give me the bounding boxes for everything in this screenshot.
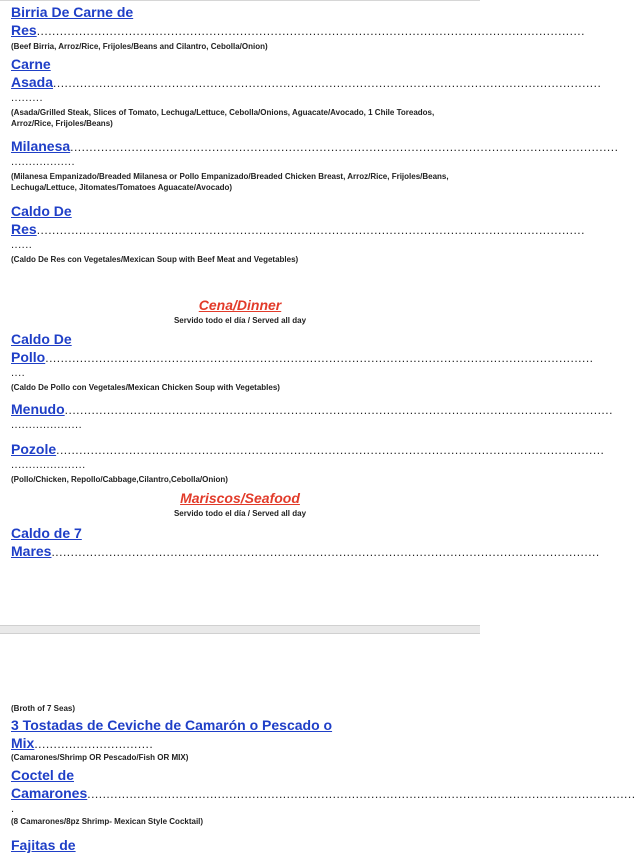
item-description: (Asada/Grilled Steak, Slices of Tomato, Lechuga/Lettuce, Cebolla/Onions, Aguacate/Avocado, 1 Chile Toreados, Arroz/Rice, Frijoles/Beans) bbox=[11, 108, 435, 128]
section-heading: Cena/Dinner bbox=[198, 297, 282, 313]
item-title: 3 Tostadas de Ceviche de Camarón o Pescado o bbox=[11, 717, 333, 733]
dot-leader: .... bbox=[11, 367, 26, 379]
menu-page-2 bbox=[0, 634, 636, 854]
item-title: Caldo de 7 bbox=[11, 525, 82, 541]
item-description: (Caldo De Pollo con Vegetales/Mexican Chicken Soup with Vegetables) bbox=[11, 383, 280, 392]
item-title-dotline: Camarones............................................................................................................................................... bbox=[11, 785, 636, 801]
menu-item-milanesa bbox=[11, 137, 619, 193]
item-description: (Pollo/Chicken, Repollo/Cabbage,Cilantro,Cebolla/Onion) bbox=[11, 475, 228, 484]
item-title-dotline: Pollo............................................................................................................................................... bbox=[11, 349, 594, 365]
item-description: (Milanesa Empanizado/Breaded Milanesa or Pollo Empanizado/Breaded Chicken Breast, Arroz/Rice, Frijoles/Beans, Lechuga/Lettuce, Jitomates/Tomatoes Aguacate/Avocado) bbox=[11, 172, 449, 192]
menu-item-caldo-pollo bbox=[11, 330, 594, 393]
section-seafood bbox=[0, 490, 480, 519]
menu-item-carne-asada bbox=[11, 55, 602, 129]
item-title-dotline: Mix............................... bbox=[11, 735, 154, 751]
item-title: Carne bbox=[11, 56, 51, 72]
menu-item-birria bbox=[11, 3, 585, 52]
item-description: (Beef Birria, Arroz/Rice, Frijoles/Beans and Cilantro, Cebolla/Onion) bbox=[11, 42, 268, 51]
item-title-dotline: Res............................................................................................................................................... bbox=[11, 221, 585, 237]
item-title-dotline: Menudo............................................................................................................................................... bbox=[11, 401, 613, 417]
item-title: Birria De Carne de bbox=[11, 4, 134, 20]
item-description: (Caldo De Res con Vegetales/Mexican Soup with Beef Meat and Vegetables) bbox=[11, 255, 299, 264]
item-title: Caldo De bbox=[11, 203, 72, 219]
section-heading: Mariscos/Seafood bbox=[180, 490, 300, 506]
menu-item-caldo-res bbox=[11, 202, 585, 265]
menu-item-pozole bbox=[11, 440, 605, 485]
broth-description bbox=[11, 701, 477, 714]
item-description: (Camarones/Shrimp OR Pescado/Fish OR MIX) bbox=[11, 753, 189, 762]
item-title: Coctel de bbox=[11, 767, 75, 783]
dot-leader: .................... bbox=[11, 419, 83, 431]
dot-leader: ..................... bbox=[11, 459, 86, 471]
item-title: Fajitas de bbox=[11, 837, 76, 853]
item-title: Caldo De bbox=[11, 331, 72, 347]
page-top-border bbox=[0, 0, 480, 1]
section-dinner bbox=[0, 297, 480, 326]
item-title-dotline: Res............................................................................................................................................... bbox=[11, 22, 585, 38]
section-subheading: Servido todo el día / Served all day bbox=[173, 509, 307, 518]
menu-item-coctel bbox=[11, 766, 636, 827]
dot-leader: . bbox=[11, 803, 15, 815]
item-title-dotline: Pozole............................................................................................................................................... bbox=[11, 441, 605, 457]
item-title-dotline: Milanesa............................................................................................................................................... bbox=[11, 138, 619, 154]
menu-item-menudo bbox=[11, 400, 613, 432]
menu-item-fajitas bbox=[11, 836, 477, 854]
item-description: (Broth of 7 Seas) bbox=[11, 704, 76, 713]
item-title-dotline: Mares............................................................................................................................................... bbox=[11, 543, 600, 559]
section-subheading: Servido todo el día / Served all day bbox=[173, 316, 307, 325]
item-title-dotline: Asada............................................................................................................................................... bbox=[11, 74, 602, 90]
dot-leader: ...... bbox=[11, 239, 33, 251]
menu-item-tostadas bbox=[11, 716, 477, 763]
dot-leader: .................. bbox=[11, 156, 76, 168]
page-separator bbox=[0, 625, 480, 634]
item-description: (8 Camarones/8pz Shrimp- Mexican Style Cocktail) bbox=[11, 817, 204, 826]
dot-leader: ......... bbox=[11, 92, 44, 104]
menu-item-caldo-7-mares bbox=[11, 524, 600, 560]
